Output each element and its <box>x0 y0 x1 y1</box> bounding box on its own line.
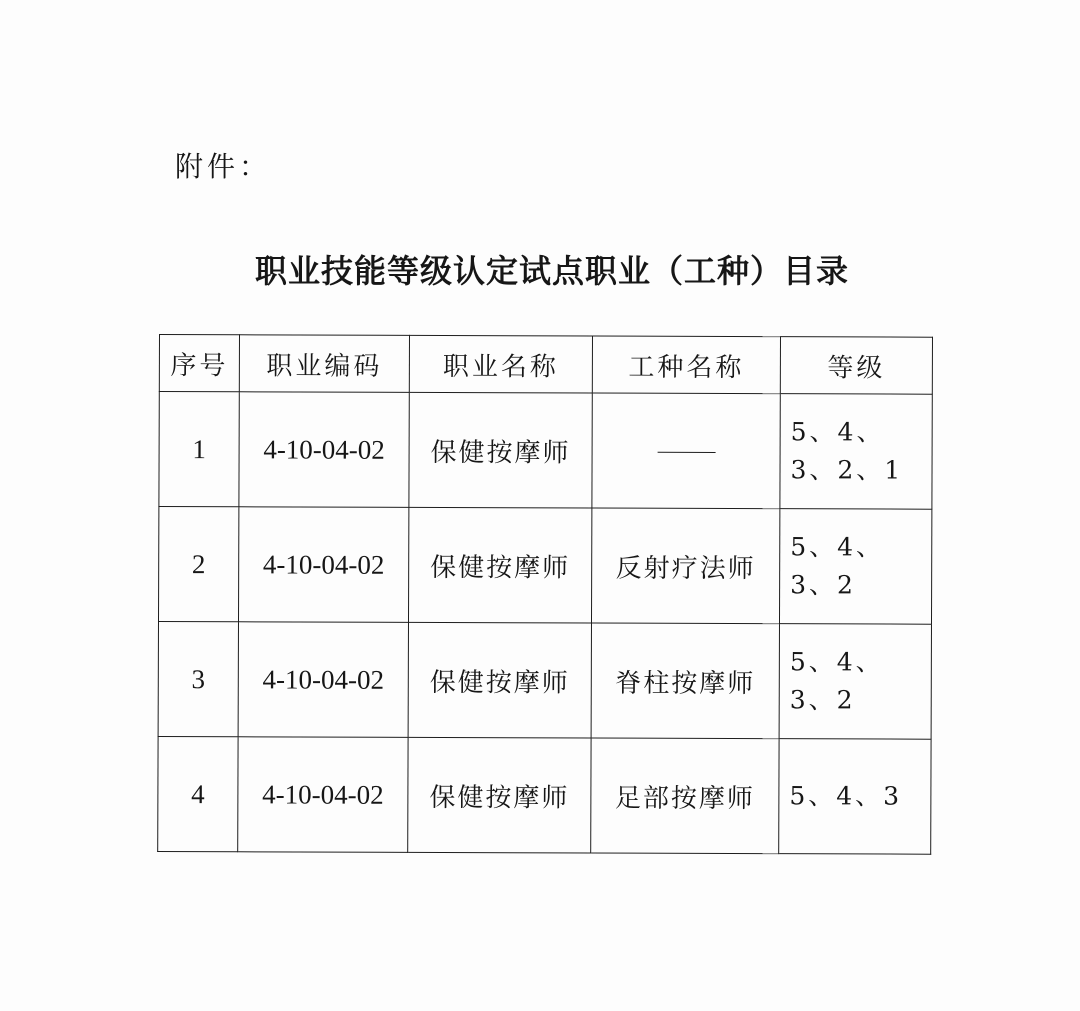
occupation-catalog-table <box>157 334 933 855</box>
cell-seq: 4 <box>158 736 238 851</box>
attachment-label: 附件： <box>175 150 272 183</box>
level-text: 5、4、3、2 <box>790 532 885 600</box>
cell-job-type <box>592 393 780 509</box>
cell-code: 4-10-04-02 <box>239 392 409 508</box>
cell-seq: 1 <box>159 392 239 507</box>
cell-job-type: 反射疗法师 <box>591 508 779 624</box>
table-row <box>159 392 932 510</box>
cell-level <box>779 509 931 625</box>
level-text: 5、4、3、2、1 <box>790 417 904 485</box>
table-row <box>158 736 931 854</box>
level-text: 5、4、3、2 <box>789 647 884 715</box>
cell-occupation: 保健按摩师 <box>409 392 592 508</box>
header-seq: 序号 <box>159 335 239 392</box>
table-row <box>158 507 931 625</box>
header-code: 职业编码 <box>239 335 409 393</box>
empty-dash <box>657 451 715 452</box>
cell-level <box>779 739 931 855</box>
cell-code: 4-10-04-02 <box>238 507 408 623</box>
cell-occupation: 保健按摩师 <box>408 737 591 853</box>
document-title: 职业技能等级认定试点职业（工种）目录 <box>255 252 850 290</box>
cell-occupation: 保健按摩师 <box>408 622 591 738</box>
header-job-type: 工种名称 <box>592 336 780 394</box>
cell-job-type: 脊柱按摩师 <box>591 623 779 739</box>
cell-job-type: 足部按摩师 <box>591 738 779 854</box>
header-occupation: 职业名称 <box>409 335 592 393</box>
header-level: 等级 <box>780 337 932 395</box>
level-text: 5、4、3 <box>789 781 903 811</box>
table-row <box>158 622 931 740</box>
table-header-row <box>159 335 932 395</box>
cell-code: 4-10-04-02 <box>238 737 408 853</box>
cell-seq: 2 <box>158 507 238 622</box>
cell-occupation: 保健按摩师 <box>408 507 591 623</box>
cell-level <box>779 624 931 740</box>
cell-level <box>780 394 932 510</box>
cell-seq: 3 <box>158 622 238 737</box>
cell-code: 4-10-04-02 <box>238 622 408 738</box>
